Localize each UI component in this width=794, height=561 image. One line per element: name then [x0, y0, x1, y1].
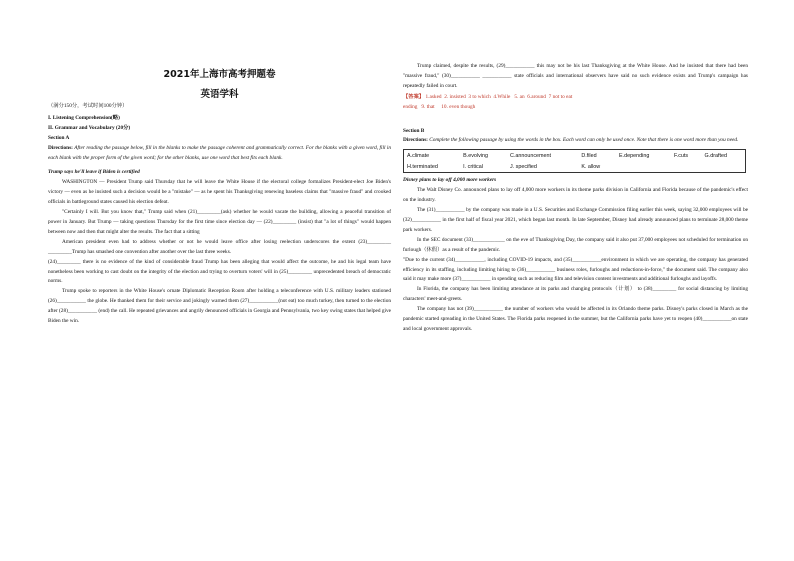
left-column — [48, 0, 391, 327]
word-option: A.climate — [407, 152, 430, 159]
answer-item: 10. even though — [441, 103, 476, 110]
section-i-heading: I. Listening Comprehension(略) — [48, 114, 120, 121]
passage-b-para-4: "Due to the current (34)___________, including COVID-19 impacts, and (35)___________environment in which we are operating, the company has generated efficiency in its staffing, including limiting hiring to (36)___________ business roles, furloughs and reductions-in-force," the document said. The company also said it may make more (37)___________ in spending such as reducing film and television content investments and additional furloughs and layoffs. — [403, 256, 748, 283]
answer-item: 2. insisted — [444, 93, 466, 100]
passage-b-para-2: The (31)___________ by the company was made in a U.S. Securities and Exchange Commission filing earlier this week, saying 32,000 employees will be (32)___________ in the first half of fiscal year 2021, which began last month. In late September, Disney had already announced plans to terminate 28,000 theme park workers. — [403, 207, 748, 233]
exam-info: （满分150分，考试时间100分钟） — [48, 103, 128, 109]
answer-item: 6.around — [527, 93, 546, 100]
word-option: K. allow — [581, 163, 601, 170]
passage-a-para-1: WASHINGTON — President Trump said Thursday that he will leave the White House if the electoral college formalizes President-elect Joe Biden's victory — even as he insisted such a decision would be a "mistake" — as he spent his Thanksgiving renewing baseless claims that "massive fraud" and crooked officials in battleground states caused his election defeat. — [48, 179, 391, 206]
passage-b-para-5: In Florida, the company has been limiting attendance at its parks and changing protocols（计划） to (38)_________ for social distancing by limiting characters' meet-and-greets. — [403, 286, 748, 303]
word-option: C.announcement — [509, 152, 552, 159]
answer-item: ending — [403, 103, 418, 110]
answer-item: 4.While — [493, 93, 511, 100]
passage-b-title: Disney plans to lay off 4,000 more workers — [403, 177, 497, 184]
right-column — [403, 0, 748, 335]
word-box-row — [404, 161, 746, 173]
word-option: D.filed — [581, 152, 597, 159]
answer-label: 【答案】 — [403, 93, 425, 100]
word-option: H.terminated — [407, 163, 438, 170]
answer-item: 9. that — [421, 103, 435, 110]
passage-b-para-3: In the SEC document (33)____________ on the eve of Thanksgiving Day, the company said it also put 37,000 employees not scheduled for termination on furlough（休假）as a result of the pandemic. — [403, 236, 748, 253]
word-option: I. critical — [463, 163, 483, 170]
directions-label: Directions: — [48, 144, 73, 151]
passage-a-para-2: "Certainly I will. But you know that," Trump said when (21)_________(ask) whether he would vacate the building, allowing a peaceful transition of power in January. But Trump — taking questions Thursday for the first time since election day — (22)_________ (insist) that "a lot of things" would happen between now and then that might alter the results. The fact that a sitting — [48, 209, 391, 235]
subject-title: 英语学科 — [200, 89, 239, 100]
word-option — [702, 161, 746, 173]
directions-label: Directions: — [403, 137, 428, 144]
answer-key — [403, 93, 748, 113]
passage-a-para-4: (24)_________ there is no evidence of the kind of considerable fraud Trump has been alleging that would affect the outcome, he and his legal team have nonetheless been working to cast doubt on the integrity of the election and trying to overturn voters' will in (25)_________ unprecedented breach of democratic norms. — [48, 258, 391, 285]
word-option — [616, 161, 671, 173]
section-ii-heading: II. Grammar and Vocabulary (20分) — [48, 124, 131, 131]
passage-b-para-1: The Walt Disney Co. announced plans to lay off 4,000 more workers in its theme parks division in California and Florida because of the pandemic's effect on the industry. — [403, 187, 748, 204]
passage-a-para-3: American president even had to address whether or not he would leave office after losing reelection underscores the extent (23)_________ _________Trump has smashed one convention after another over the last three weeks. — [48, 238, 391, 255]
passage-b-para-6: The company has not (39)___________ the number of workers who would be affected in its Orlando theme parks. Disney's parks closed in March as the pandemic started spreading in the United States. The Florida parks reopened in the summer, but the California parks have yet to reopen (40)___________on state and local government approvals. — [403, 306, 748, 332]
passage-a-para-5: Trump spoke to reporters in the White House's ornate Diplomatic Reception Room after holding a teleconference with U.S. military leaders stationed (26)___________ the globe. He thanked them for their service and jokingly warned them (27)___________(not eat) too much turkey, then turned to the election after (28)___________ (end) the call. He repeated grievances and angrily denounced officials in Georgia and Pennsylvania, two key swing states that helped give Biden the win. — [48, 288, 391, 325]
word-box — [403, 149, 746, 173]
directions-text: After reading the passage below, fill in the blanks to make the passage coherent and grammatically correct. For the blanks with a given word, fill in each blank with the proper form of the given word; for the other blanks, use one word that best fits each blank. — [48, 144, 391, 161]
answer-item: 5. an — [514, 93, 525, 100]
section-a-directions — [48, 144, 391, 164]
answer-item: 3 to which — [468, 93, 491, 100]
answer-item: 1.asked — [425, 93, 442, 100]
passage-a-para-6: Trump claimed, despite the results, (29)___________ this may not be his last Thanksgiving at the White House. And he insisted that there had been "massive fraud," (30)___________ ___________ state officials and international observers have said no such evidence exists and Trump's campaign has repeatedly failed in court. — [403, 63, 748, 89]
section-b-heading: Section B — [403, 127, 425, 134]
answer-item: 7 not to eat — [548, 93, 573, 100]
word-option: F.cuts — [674, 152, 689, 159]
section-a-heading: Section A — [48, 134, 70, 141]
section-b-directions — [403, 136, 748, 146]
word-option: J. specified — [509, 163, 537, 170]
passage-a-title: Trump says he'll leave if Biden is certified — [48, 169, 140, 176]
word-option: E.depending — [619, 152, 650, 159]
word-option — [671, 161, 701, 173]
word-option: B.evolving — [463, 152, 489, 159]
word-box-row — [404, 150, 746, 162]
word-option: G.drafted — [704, 152, 727, 159]
directions-text: Complete the following passage by using the words in the box. Each word can only be used once. Note that there is one word more than you need. — [427, 137, 739, 144]
exam-title: 2021年上海市高考押题卷 — [163, 69, 276, 80]
